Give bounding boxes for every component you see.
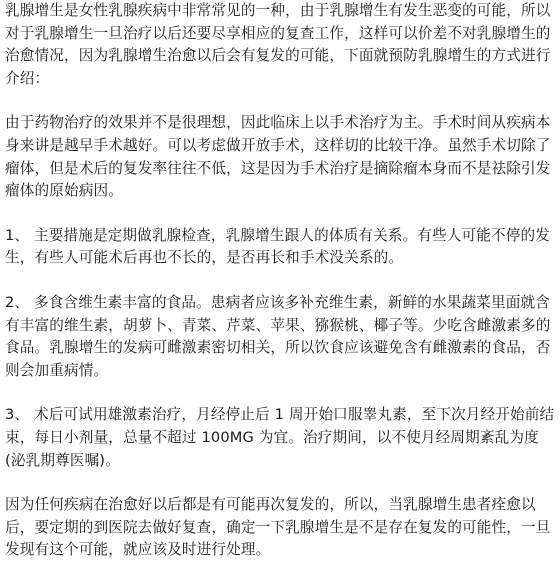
surgery-paragraph: 由于药物治疗的效果并不是很理想，因此临床上以手术治疗为主。手术时间从疾病本身来讲是越早手术越好。可以考虑做开放手术，这样切的比较干净。虽然手术切除了瘤体，但是术后的复发率往往不低，这是因为手术治疗是摘除瘤本身而不是祛除引发瘤体的原始病因。 — [5, 114, 551, 200]
intro-paragraph: 乳腺增生是女性乳腺疾病中非常常见的一种，由于乳腺增生有发生恶变的可能，所以对于乳腺增生一旦治疗以后还要尽享相应的复查工作，这样可以价差不对乳腺增生的治愈情况，因为乳腺增生治愈以后会有复发的可能，下面就预防乳腺增生的方式进行介绍： — [5, 2, 551, 87]
measure-3-paragraph: 3、 术后可试用雄激素治疗，月经停止后 1 周开始口服睾丸素，至下次月经开始前结束，每日小剂量，总量不超过 100MG 为宜。治疗期间，以不使月经周期紊乱为度(泌乳期尊医嘱)。 — [5, 406, 555, 469]
measure-2-paragraph: 2、 多食含维生素丰富的食品。患病者应该多补充维生素，新鲜的水果蔬菜里面就含有丰富的维生素，胡萝卜、青菜、芹菜、苹果、猕猴桃、椰子等。少吃含雌激素多的食品。乳腺增生的发病可雌激素密切相关，所以饮食应该避免含有雌激素的食品，否则会加重病情。 — [5, 293, 551, 379]
measure-1-paragraph: 1、 主要措施是定期做乳腺检查，乳腺增生跟人的体质有关系。有些人可能不停的发生，有些人可能术后再也不长的，是否再长和手术没关系的。 — [5, 226, 551, 267]
conclusion-paragraph: 因为任何疾病在治愈好以后都是有可能再次复发的，所以，当乳腺增生患者痊愈以后，要定期的到医院去做好复查，确定一下乳腺增生是不是存在复发的可能性，一旦发现有这个可能，就应该及时进行处理。 — [5, 496, 551, 559]
article-body — [5, 0, 557, 584]
